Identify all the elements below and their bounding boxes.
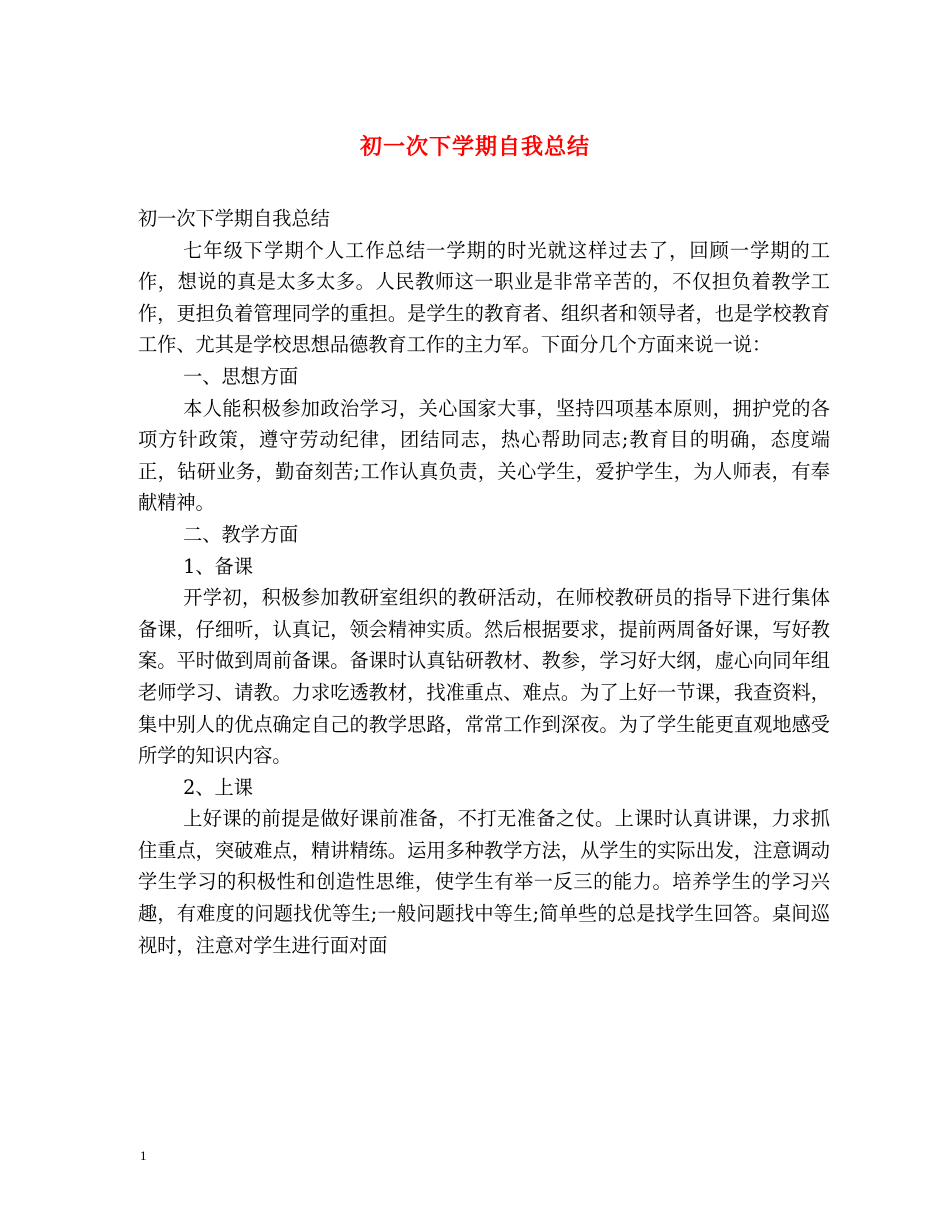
subheading-class: 2、上课	[183, 775, 253, 799]
paragraph-thought: 本人能积极参加政治学习，关心国家大事，坚持四项基本原则，拥护党的各项方针政策，遵守劳动纪律，团结同志，热心帮助同志;教育目的明确，态度端正，钻研业务，勤奋刻苦;工作认真负责，关心学生，爱护学生，为人师表，有奉献精神。	[138, 396, 830, 515]
paragraph-class: 上好课的前提是做好课前准备，不打无准备之仗。上课时认真讲课，力求抓住重点，突破难点，精讲精练。运用多种教学方法，从学生的实际出发，注意调动学生学习的积极性和创造性思维，使学生有举一反三的能力。培养学生的学习兴趣，有难度的问题找优等生;一般问题找中等生;简单些的总是找学生回答。桌间巡视时，注意对学生进行面对面	[138, 807, 830, 957]
document-body	[138, 203, 830, 961]
page-number: 1	[140, 1148, 147, 1163]
subheading-lesson-prep: 1、备课	[183, 554, 253, 578]
paragraph-lesson-prep: 开学初，积极参加教研室组织的教研活动，在师校教研员的指导下进行集体备课，仔细听，认真记，领会精神实质。然后根据要求，提前两周备好课，写好教案。平时做到周前备课。备课时认真钻研教材、教参，学习好大纲，虚心向同年组老师学习、请教。力求吃透教材，找准重点、难点。为了上好一节课，我查资料，集中别人的优点确定自己的教学思路，常常工作到深夜。为了学生能更直观地感受所学的知识内容。	[138, 586, 830, 768]
section-heading-thought: 一、思想方面	[183, 364, 299, 388]
section-heading-teaching: 二、教学方面	[183, 522, 299, 546]
document-title: 初一次下学期自我总结	[359, 134, 590, 160]
paragraph-heading: 初一次下学期自我总结	[138, 207, 330, 230]
paragraph-intro: 七年级下学期个人工作总结一学期的时光就这样过去了，回顾一学期的工作，想说的真是太多太多。人民教师这一职业是非常辛苦的，不仅担负着教学工作，更担负着管理同学的重担。是学生的教育者、组织者和领导者，也是学校教育工作、尤其是学校思想品德教育工作的主力军。下面分几个方面来说一说：	[138, 238, 830, 357]
